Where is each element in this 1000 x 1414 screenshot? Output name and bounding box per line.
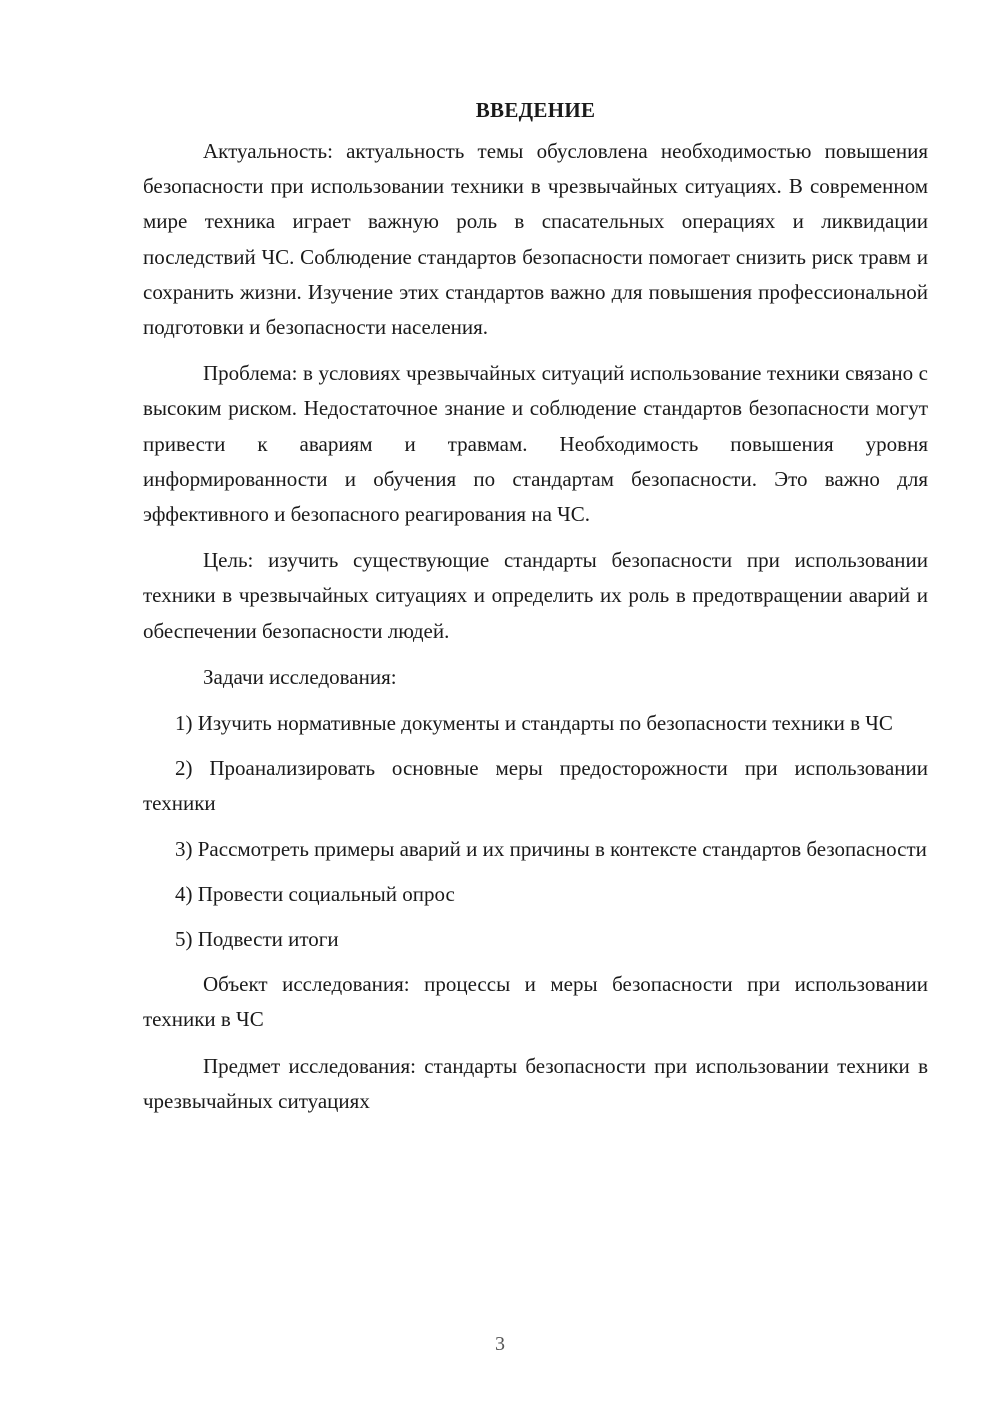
task-item-2: 2) Проанализировать основные меры предосторожности при использовании техники (143, 756, 928, 816)
page-content (143, 93, 928, 1130)
task-item-3: 3) Рассмотреть примеры аварий и их причины в контексте стандартов безопасности (175, 836, 927, 861)
task-item-1: 1) Изучить нормативные документы и стандарты по безопасности техники в ЧС (175, 711, 893, 736)
relevance-paragraph: Актуальность: актуальность темы обусловлена необходимостью повышения безопасности при использовании техники в чрезвычайных ситуациях. В современном мире техника играет важную роль в спасательных операциях и ликвидации последствий ЧС. Соблюдение стандартов безопасности помогает снизить риск травм и сохранить жизни. Изучение этих стандартов важно для повышения профессиональной подготовки и безопасности населения. (143, 139, 928, 340)
object-paragraph: Объект исследования: процессы и меры безопасности при использовании техники в ЧС (143, 972, 928, 1032)
task-item-5: 5) Подвести итоги (175, 927, 339, 952)
section-heading: ВВЕДЕНИЕ (475, 98, 596, 122)
problem-paragraph: Проблема: в условиях чрезвычайных ситуаций использование техники связано с высоким риском. Недостаточное знание и соблюдение стандартов безопасности могут привести к авариям и травмам. Необходимость повышения уровня информированности и обучения по стандартам безопасности. Это важно для эффективного и безопасного реагирования на ЧС. (143, 361, 928, 527)
page-number: 3 (495, 1333, 505, 1355)
goal-paragraph: Цель: изучить существующие стандарты безопасности при использовании техники в чрезвычайных ситуациях и определить их роль в предотвращении аварий и обеспечении безопасности людей. (143, 548, 928, 643)
tasks-title: Задачи исследования: (203, 664, 397, 689)
task-item-4: 4) Провести социальный опрос (175, 881, 455, 906)
subject-paragraph: Предмет исследования: стандарты безопасности при использовании техники в чрезвычайных ситуациях (143, 1053, 928, 1113)
